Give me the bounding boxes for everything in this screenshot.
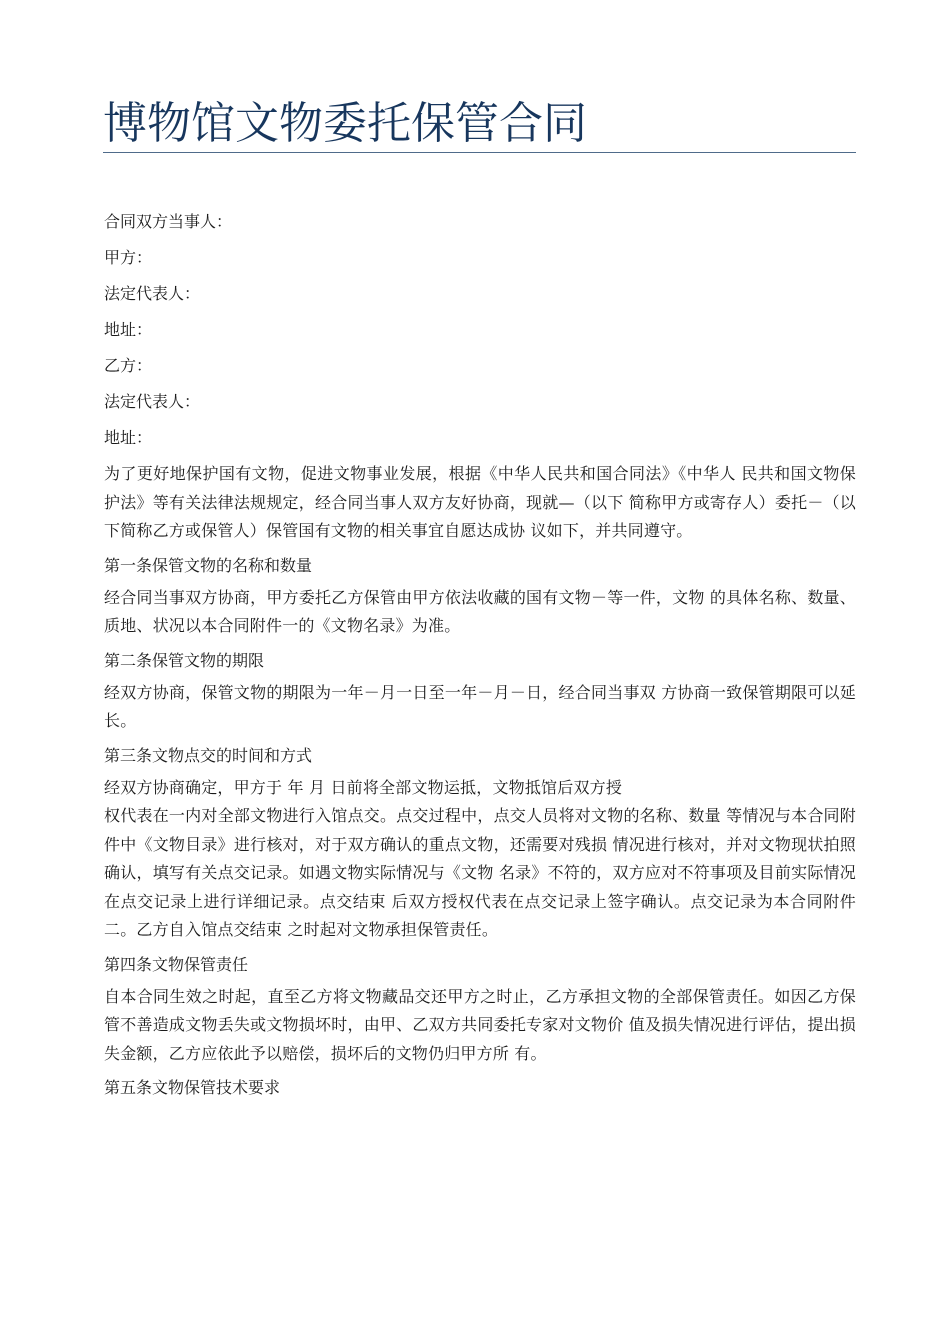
article-2-heading: 第二条保管文物的期限 [104, 650, 265, 670]
article-3-text: 权代表在一内对全部文物进行入馆点交。点交过程中，点交人员将对文物的名称、数量 等情况与本合同附件中《文物目录》进行核对，对于双方确认的重点文物，还需要对残损 情况进行核对，并对文物现状拍照确认，填写有关点交记录。如遇文物实际情况与《文物 名录》不符的，双方应对不符事项及目前实际情况在点交记录上进行详细记录。点交结束 后双方授权代表在点交记录上签字确认。点交记录为本合同附件二。乙方自入馆点交结束 之时起对文物承担保管责任。 [104, 806, 856, 939]
title-underline [103, 152, 856, 153]
document-body [104, 208, 856, 1106]
article-2-text: 经双方协商，保管文物的期限为一年－月一日至一年－月－日，经合同当事双 方协商一致保管期限可以延长。 [104, 682, 856, 730]
party-a-address: 地址： [104, 320, 153, 339]
article-5-heading: 第五条文物保管技术要求 [104, 1078, 281, 1097]
preamble-paragraph: 为了更好地保护国有文物，促进文物事业发展，根据《中华人民共和国合同法》《中华人 民共和国文物保护法》等有关法律法规规定，经合同当事人双方友好协商，现就—（以下 简称甲方或寄存人）委托－（以下简称乙方或保管人）保管国有文物的相关事宜自愿达成协 议如下，并共同遵守。 [104, 464, 856, 540]
document-title: 博物馆文物委托保管合同 [103, 98, 587, 149]
party-a-representative: 法定代表人： [104, 284, 201, 303]
article-4-text: 自本合同生效之时起，直至乙方将文物藏品交还甲方之时止，乙方承担文物的全部保管责任。如因乙方保管不善造成文物丢失或文物损坏时，由甲、乙双方共同委托专家对文物价 值及损失情况进行评估，提出损失金额，乙方应依此予以赔偿，损坏后的文物仍归甲方所 有。 [104, 986, 856, 1063]
party-b-label: 乙方： [104, 356, 153, 375]
article-3-heading: 第三条文物点交的时间和方式 [104, 745, 313, 765]
party-a-label: 甲方： [104, 248, 153, 267]
parties-intro: 合同双方当事人： [104, 212, 233, 231]
article-1-heading: 第一条保管文物的名称和数量 [104, 555, 313, 575]
article-1-text: 经合同当事双方协商，甲方委托乙方保管由甲方依法收藏的国有文物－等一件，文物 的具体名称、数量、质地、状况以本合同附件一的《文物名录》为准。 [104, 587, 856, 635]
party-b-representative: 法定代表人： [104, 392, 201, 411]
party-b-address: 地址： [104, 428, 153, 447]
article-3-first-line: 经双方协商确定，甲方于 年 月 日前将全部文物运抵，文物抵馆后双方授 [104, 777, 623, 797]
article-4-heading: 第四条文物保管责任 [104, 954, 249, 974]
